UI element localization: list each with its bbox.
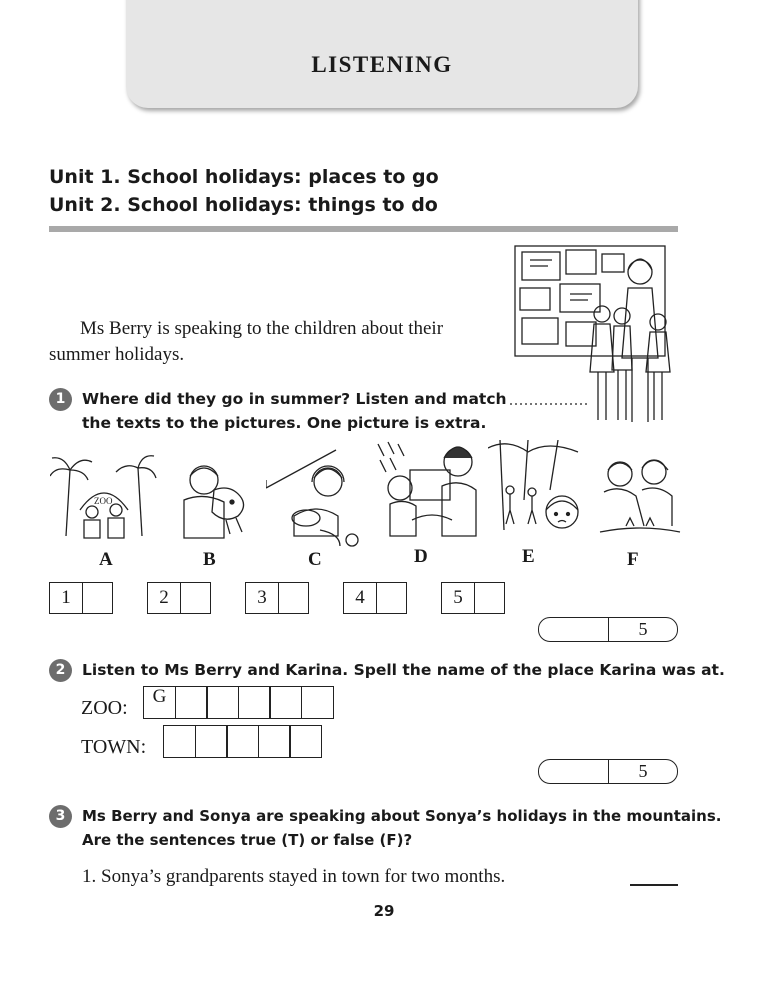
picture-label-a: A [99, 549, 113, 570]
answer-box-4[interactable] [343, 582, 407, 614]
zoo-letter-cells [143, 686, 333, 719]
task-3-number: 3 [49, 805, 72, 828]
zoo-letter-cell[interactable] [238, 686, 271, 719]
answer-box-3[interactable] [245, 582, 309, 614]
teacher-illustration [510, 244, 680, 431]
zoo-label: ZOO: [81, 697, 128, 719]
answer-number: 4 [344, 583, 377, 613]
task-1-max-score: 5 [638, 619, 648, 639]
picture-f-planting [596, 440, 682, 540]
picture-e-forest [488, 440, 580, 540]
answer-number: 5 [442, 583, 475, 613]
section-divider [49, 226, 678, 232]
task-1-number: 1 [49, 388, 72, 411]
task-1-instruction-line-1: Where did they go in summer? Listen and match [82, 390, 507, 408]
zoo-letter-cell[interactable] [301, 686, 334, 719]
task-1-score-box[interactable] [538, 617, 678, 642]
intro-text: Ms Berry is speaking to the children about their summer holidays. [49, 318, 444, 365]
town-label: TOWN: [81, 736, 147, 758]
task-2-instruction: Listen to Ms Berry and Karina. Spell the name of the place Karina was at. [82, 661, 725, 679]
task-2-number: 2 [49, 659, 72, 682]
page-number: 29 [373, 902, 395, 920]
answer-box-5[interactable] [441, 582, 505, 614]
answer-box-2[interactable] [147, 582, 211, 614]
picture-label-c: C [308, 549, 322, 570]
zoo-letter-cell[interactable] [175, 686, 208, 719]
page-title: LISTENING [311, 52, 453, 77]
unit-1-title: Unit 1. School holidays: places to go [49, 166, 439, 188]
town-letter-cells [163, 725, 321, 758]
picture-label-f: F [627, 549, 639, 570]
town-letter-cell[interactable] [258, 725, 291, 758]
task-2-score-box[interactable] [538, 759, 678, 784]
zoo-letter-cell[interactable]: G [143, 686, 176, 719]
unit-2-title: Unit 2. School holidays: things to do [49, 194, 438, 216]
answer-number: 1 [50, 583, 83, 613]
task-3-instruction-line-2: Are the sentences true (T) or false (F)? [82, 831, 413, 849]
zoo-letter-cell[interactable] [269, 686, 302, 719]
answer-number: 3 [246, 583, 279, 613]
picture-a-zoo [50, 440, 158, 540]
picture-label-e: E [522, 546, 535, 567]
picture-b-dog [170, 440, 260, 540]
town-letter-cell[interactable] [195, 725, 228, 758]
answer-blank-1[interactable] [630, 884, 678, 886]
task-3-sentence-1: 1. Sonya’s grandparents stayed in town for two months. [82, 866, 506, 887]
picture-d-rain-window [376, 440, 480, 540]
task-2-max-score: 5 [638, 761, 648, 781]
town-letter-cell[interactable] [226, 725, 259, 758]
svg-text:ZOO: ZOO [94, 496, 113, 506]
zoo-letter-cell[interactable] [206, 686, 239, 719]
task-3-instruction-line-1: Ms Berry and Sonya are speaking about Sonya’s holidays in the mountains. [82, 807, 722, 825]
answer-box-1[interactable] [49, 582, 113, 614]
town-letter-cell[interactable] [289, 725, 322, 758]
answer-number: 2 [148, 583, 181, 613]
town-letter-cell[interactable] [163, 725, 196, 758]
picture-label-b: B [203, 549, 216, 570]
picture-c-gamer [266, 440, 364, 550]
picture-label-d: D [414, 546, 428, 567]
task-1-instruction-line-2: the texts to the pictures. One picture is extra. [82, 414, 487, 432]
